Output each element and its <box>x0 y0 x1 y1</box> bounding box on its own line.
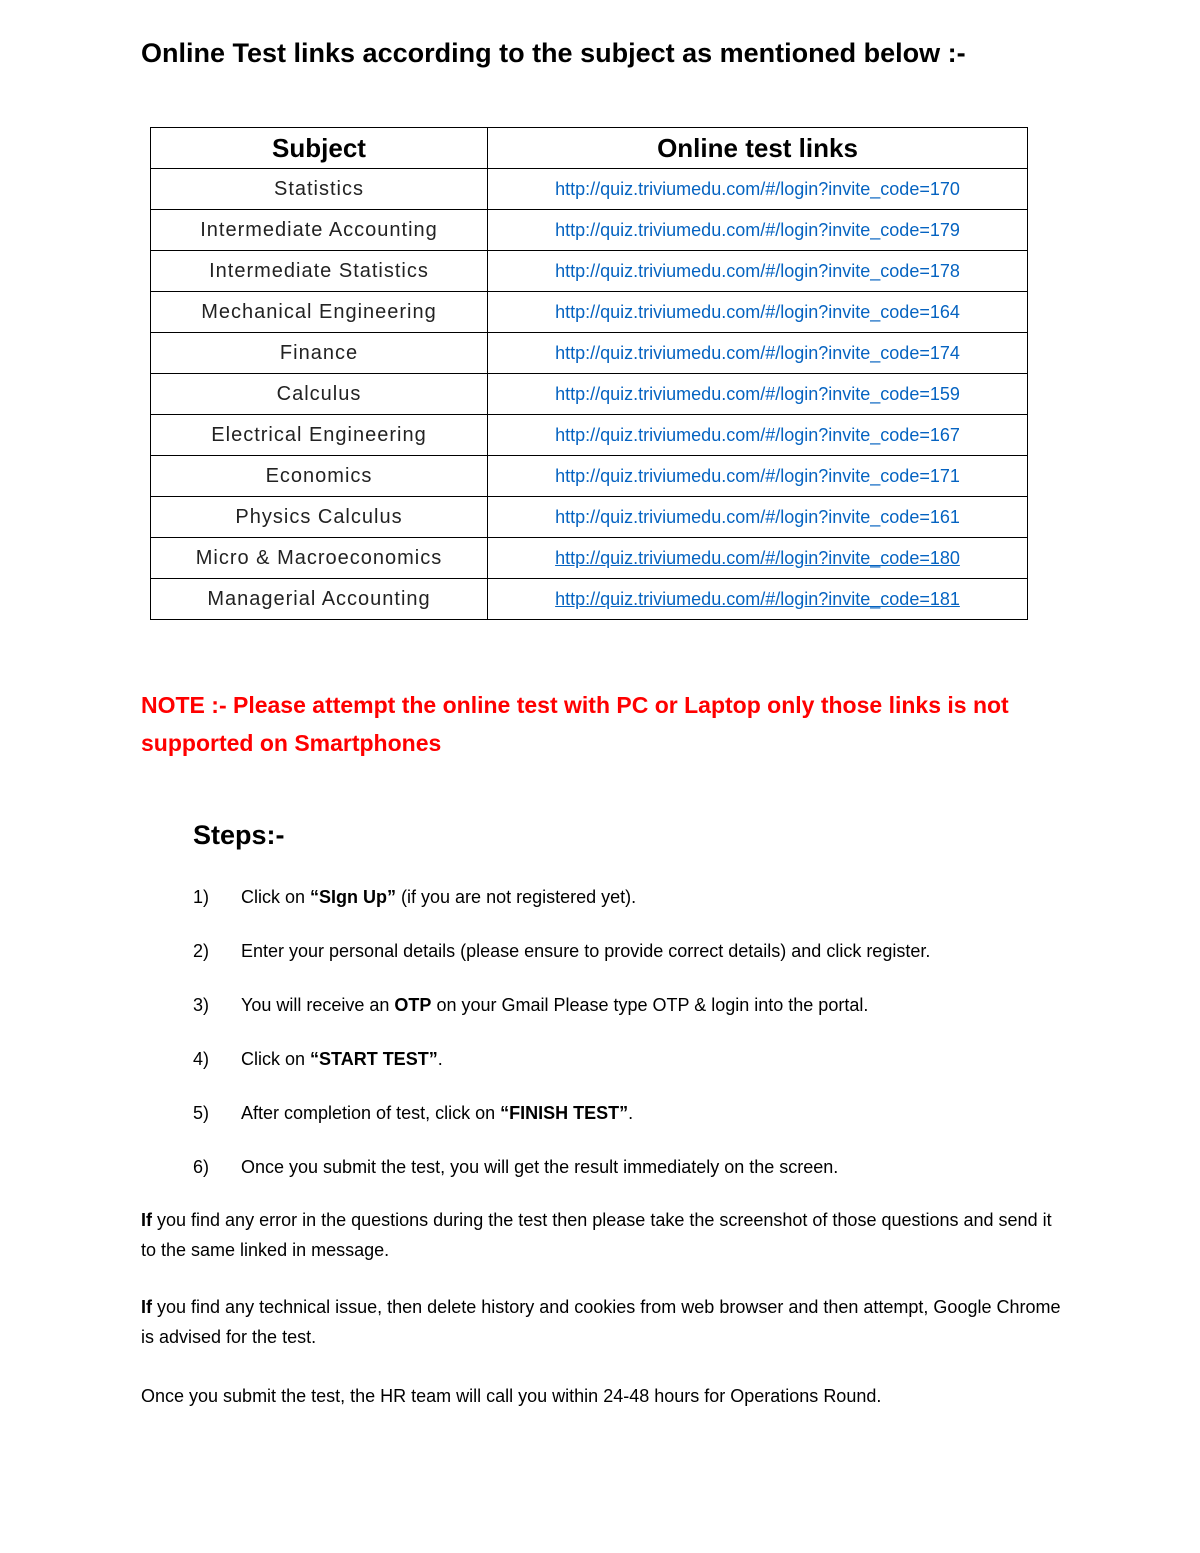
table-row <box>151 251 1028 292</box>
step-item <box>193 1148 1093 1202</box>
subject-cell: Managerial Accounting <box>151 579 488 620</box>
smartphone-note: NOTE :- Please attempt the online test with PC or Laptop only those links is not supported on Smartphones <box>141 692 1009 756</box>
subject-cell: Intermediate Accounting <box>151 210 488 251</box>
step-emphasis: OTP <box>394 995 432 1015</box>
test-link[interactable]: http://quiz.triviumedu.com/#/login?invite_code=174 <box>555 342 960 363</box>
paragraph-text: you find any error in the questions during the test then please take the screenshot of those questions and send it to the same linked in message. <box>141 1210 1052 1260</box>
error-report-paragraph <box>141 1205 1061 1265</box>
step-text: Once you submit the test, you will get the result immediately on the screen. <box>241 1157 839 1177</box>
subject-cell: Economics <box>151 456 488 497</box>
step-text-tail: . <box>628 1103 634 1123</box>
step-item <box>193 932 1093 986</box>
step-text: You will receive an <box>241 995 395 1015</box>
step-item <box>193 878 1093 932</box>
test-link[interactable]: http://quiz.triviumedu.com/#/login?invite_code=178 <box>555 260 960 281</box>
test-link[interactable]: http://quiz.triviumedu.com/#/login?invite_code=167 <box>555 424 960 445</box>
step-text: Enter your personal details (please ensure to provide correct details) and click register. <box>241 941 931 961</box>
table-row <box>151 456 1028 497</box>
table-row <box>151 333 1028 374</box>
paragraph-lead: If <box>141 1297 152 1317</box>
test-link[interactable]: http://quiz.triviumedu.com/#/login?invite_code=180 <box>555 547 960 568</box>
paragraph-lead: If <box>141 1210 152 1230</box>
test-link[interactable]: http://quiz.triviumedu.com/#/login?invite_code=170 <box>555 178 960 199</box>
step-item <box>193 1040 1093 1094</box>
test-link[interactable]: http://quiz.triviumedu.com/#/login?invite_code=164 <box>555 301 960 322</box>
test-link[interactable]: http://quiz.triviumedu.com/#/login?invite_code=179 <box>555 219 960 240</box>
subject-cell: Intermediate Statistics <box>151 251 488 292</box>
test-link[interactable]: http://quiz.triviumedu.com/#/login?invite_code=159 <box>555 383 960 404</box>
step-emphasis: “FINISH TEST” <box>500 1103 629 1123</box>
table-row <box>151 169 1028 210</box>
step-number: 1) <box>193 887 210 907</box>
step-number: 6) <box>193 1157 210 1177</box>
subject-cell: Micro & Macroeconomics <box>151 538 488 579</box>
hr-callback-paragraph: Once you submit the test, the HR team will call you within 24-48 hours for Operations Round. <box>141 1386 882 1406</box>
subject-cell: Physics Calculus <box>151 497 488 538</box>
table-row <box>151 497 1028 538</box>
test-links-table <box>150 127 1028 620</box>
subject-cell: Calculus <box>151 374 488 415</box>
test-link[interactable]: http://quiz.triviumedu.com/#/login?invite_code=171 <box>555 465 960 486</box>
step-number: 4) <box>193 1049 210 1069</box>
step-text: Click on <box>241 887 311 907</box>
step-number: 3) <box>193 995 210 1015</box>
table-row <box>151 292 1028 333</box>
paragraph-text: you find any technical issue, then delete history and cookies from web browser and then attempt, Google Chrome is advised for the test. <box>141 1297 1061 1347</box>
step-item <box>193 1094 1093 1148</box>
table-row <box>151 210 1028 251</box>
subject-cell: Finance <box>151 333 488 374</box>
step-text: After completion of test, click on <box>241 1103 501 1123</box>
step-emphasis: “START TEST” <box>310 1049 438 1069</box>
page-title: Online Test links according to the subject as mentioned below :- <box>141 38 966 68</box>
header-subject: Subject <box>151 128 488 169</box>
test-link[interactable]: http://quiz.triviumedu.com/#/login?invite_code=161 <box>555 506 960 527</box>
technical-issue-paragraph <box>141 1292 1061 1352</box>
table-row <box>151 579 1028 620</box>
step-text-tail: . <box>437 1049 443 1069</box>
step-number: 2) <box>193 941 210 961</box>
table-row <box>151 374 1028 415</box>
test-link[interactable]: http://quiz.triviumedu.com/#/login?invite_code=181 <box>555 588 960 609</box>
table-header-row <box>151 128 1028 169</box>
subject-cell: Electrical Engineering <box>151 415 488 456</box>
step-number: 5) <box>193 1103 210 1123</box>
table-row <box>151 415 1028 456</box>
steps-heading: Steps:- <box>193 820 285 850</box>
step-emphasis: “SIgn Up” <box>310 887 397 907</box>
subject-cell: Statistics <box>151 169 488 210</box>
header-online-test-links: Online test links <box>488 128 1028 169</box>
subject-cell: Mechanical Engineering <box>151 292 488 333</box>
steps-list <box>193 878 1093 1202</box>
step-item <box>193 986 1093 1040</box>
table-row <box>151 538 1028 579</box>
step-text-tail: (if you are not registered yet). <box>396 887 637 907</box>
step-text-tail: on your Gmail Please type OTP & login into the portal. <box>431 995 869 1015</box>
step-text: Click on <box>241 1049 311 1069</box>
